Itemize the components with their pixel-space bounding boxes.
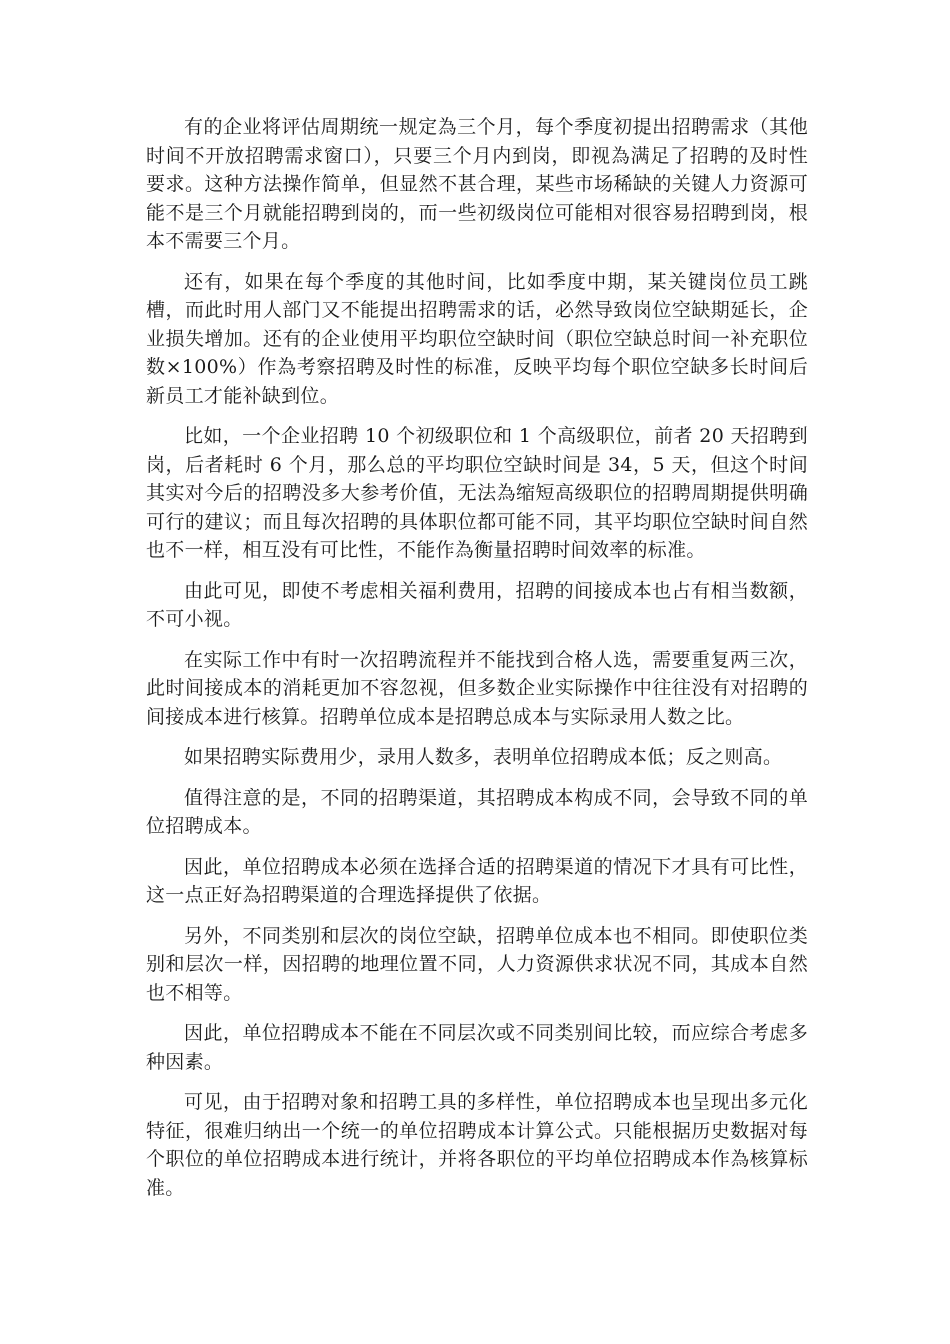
paragraph: 在实际工作中有时一次招聘流程并不能找到合格人选，需要重复两三次，此时间接成本的消耗更加不容忽视，但多数企业实际操作中往往没有对招聘的间接成本进行核算。招聘单位成本是招聘总成本与实际录用人数之比。 [146,648,808,728]
paragraph: 可见，由于招聘对象和招聘工具的多样性，单位招聘成本也呈现出多元化特征，很难归纳出一个统一的单位招聘成本计算公式。只能根据历史数据对每个职位的单位招聘成本进行统计，并将各职位的平均单位招聘成本作為核算标准。 [146,1091,808,1199]
document-body [146,113,808,1214]
paragraph: 还有，如果在每个季度的其他时间，比如季度中期，某关键岗位员工跳槽，而此时用人部门又不能提出招聘需求的话，必然导致岗位空缺期延长，企业损失增加。还有的企业使用平均职位空缺时间（职位空缺总时间一补充职位数×100%）作為考察招聘及时性的标准，反映平均每个职位空缺多长时间后新员工才能补缺到位。 [146,270,808,407]
paragraph: 因此，单位招聘成本必须在选择合适的招聘渠道的情况下才具有可比性，这一点正好為招聘渠道的合理选择提供了依据。 [146,855,808,906]
paragraph: 比如，一个企业招聘 10 个初级职位和 1 个高级职位，前者 20 天招聘到岗，后者耗时 6 个月，那么总的平均职位空缺时间是 34，5 天，但这个时间其实对今后的招聘没多大参考价值，无法為缩短高级职位的招聘周期提供明确可行的建议；而且每次招聘的具体职位都可能不同，其平均职位空缺时间自然也不一样，相互没有可比性，不能作為衡量招聘时间效率的标准。 [146,425,808,561]
paragraph: 另外，不同类别和层次的岗位空缺，招聘单位成本也不相同。即使职位类别和层次一样，因招聘的地理位置不同，人力资源供求状况不同，其成本自然也不相等。 [146,924,808,1004]
paragraph: 值得注意的是，不同的招聘渠道，其招聘成本构成不同，会导致不同的单位招聘成本。 [146,786,808,837]
paragraph: 由此可见，即使不考虑相关福利费用，招聘的间接成本也占有相当数额，不可小视。 [146,579,808,630]
paragraph: 因此，单位招聘成本不能在不同层次或不同类别间比较，而应综合考虑多种因素。 [146,1022,808,1073]
paragraph: 有的企业将评估周期统一规定為三个月，每个季度初提出招聘需求（其他时间不开放招聘需求窗口），只要三个月内到岗，即视為满足了招聘的及时性要求。这种方法操作简单，但显然不甚合理，某些市场稀缺的关键人力资源可能不是三个月就能招聘到岗的，而一些初级岗位可能相对很容易招聘到岗，根本不需要三个月。 [146,116,808,252]
paragraph: 如果招聘实际费用少，录用人数多，表明单位招聘成本低；反之则高。 [184,746,783,768]
